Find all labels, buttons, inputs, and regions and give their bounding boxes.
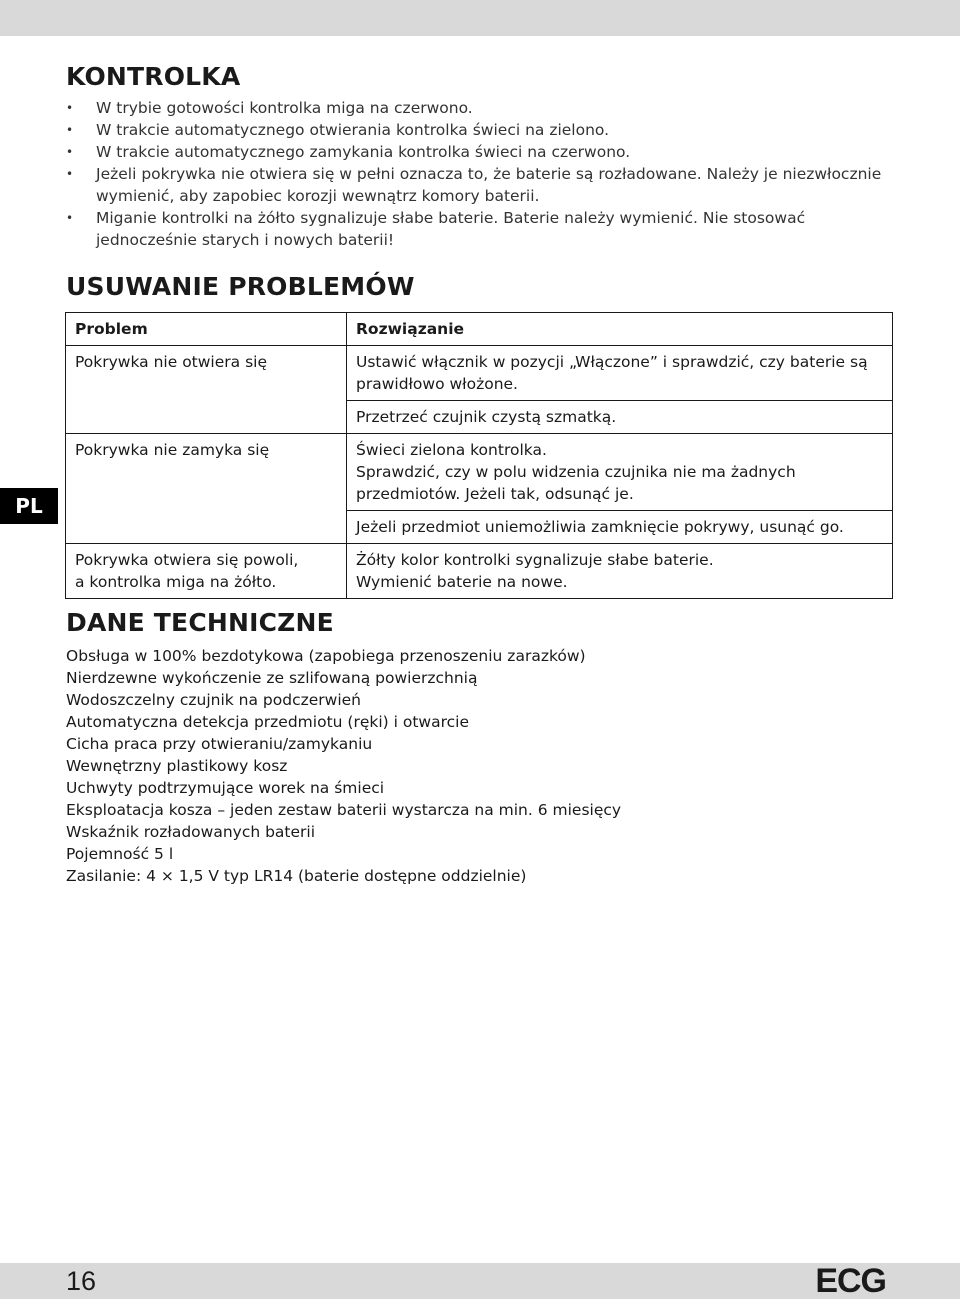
table-row bbox=[66, 434, 893, 511]
solution-cell: Przetrzeć czujnik czystą szmatką. bbox=[347, 401, 893, 434]
solution-line: Wymienić baterie na nowe. bbox=[356, 573, 568, 591]
solution-cell bbox=[347, 434, 893, 511]
language-tab: PL bbox=[0, 488, 58, 524]
column-header-problem: Problem bbox=[66, 313, 347, 346]
kontrolka-list bbox=[66, 97, 906, 251]
problem-cell bbox=[66, 544, 347, 599]
spec-item: Wewnętrzny plastikowy kosz bbox=[66, 757, 288, 775]
brand-logo: ECG bbox=[815, 1262, 886, 1300]
problem-cell: Pokrywka nie otwiera się bbox=[66, 346, 347, 434]
problem-cell: Pokrywka nie zamyka się bbox=[66, 434, 347, 544]
problem-line: Pokrywka otwiera się powoli, bbox=[75, 551, 299, 569]
solution-cell: Ustawić włącznik w pozycji „Włączone” i sprawdzić, czy baterie są prawidłowo włożone. bbox=[347, 346, 893, 401]
solution-cell: Jeżeli przedmiot uniemożliwia zamknięcie pokrywy, usunąć go. bbox=[347, 511, 893, 544]
spec-item: Wodoszczelny czujnik na podczerwień bbox=[66, 691, 361, 709]
kontrolka-item: • Jeżeli pokrywka nie otwiera się w pełni oznacza to, że baterie są rozładowane. Należy je niezwłocznie wymienić, aby zapobiec korozji wewnątrz komory baterii. bbox=[66, 163, 906, 207]
solution-line: Sprawdzić, czy w polu widzenia czujnika nie ma żadnych przedmiotów. Jeżeli tak, odsunąć je. bbox=[356, 463, 796, 503]
spec-item: Eksploatacja kosza – jeden zestaw baterii wystarcza na min. 6 miesięcy bbox=[66, 801, 622, 819]
solution-line: Świeci zielona kontrolka. bbox=[356, 441, 547, 459]
spec-item: Automatyczna detekcja przedmiotu (ręki) i otwarcie bbox=[66, 713, 469, 731]
kontrolka-item: • W trybie gotowości kontrolka miga na czerwono. bbox=[66, 97, 906, 119]
section-title-kontrolka: KONTROLKA bbox=[66, 62, 241, 91]
solution-line: Żółty kolor kontrolki sygnalizuje słabe baterie. bbox=[356, 551, 714, 569]
table-header-row bbox=[66, 313, 893, 346]
page-number: 16 bbox=[66, 1266, 97, 1296]
table-row bbox=[66, 544, 893, 599]
spec-item: Zasilanie: 4 × 1,5 V typ LR14 (baterie dostępne oddzielnie) bbox=[66, 867, 527, 885]
spec-item: Nierdzewne wykończenie ze szlifowaną powierzchnią bbox=[66, 669, 478, 687]
spec-item: Uchwyty podtrzymujące worek na śmieci bbox=[66, 779, 385, 797]
column-header-solution: Rozwiązanie bbox=[347, 313, 893, 346]
header-band bbox=[0, 0, 960, 36]
solution-cell bbox=[347, 544, 893, 599]
section-title-dane: DANE TECHNICZNE bbox=[66, 608, 334, 637]
kontrolka-item: • W trakcie automatycznego zamykania kontrolka świeci na czerwono. bbox=[66, 141, 906, 163]
specs-list bbox=[66, 645, 621, 887]
spec-item: Wskaźnik rozładowanych baterii bbox=[66, 823, 316, 841]
table-row bbox=[66, 346, 893, 401]
problem-line: a kontrolka miga na żółto. bbox=[75, 573, 277, 591]
spec-item: Obsługa w 100% bezdotykowa (zapobiega przenoszeniu zarazków) bbox=[66, 647, 586, 665]
kontrolka-item: • W trakcie automatycznego otwierania kontrolka świeci na zielono. bbox=[66, 119, 906, 141]
spec-item: Pojemność 5 l bbox=[66, 845, 174, 863]
spec-item: Cicha praca przy otwieraniu/zamykaniu bbox=[66, 735, 373, 753]
troubleshooting-table bbox=[65, 312, 893, 599]
kontrolka-item: • Miganie kontrolki na żółto sygnalizuje słabe baterie. Baterie należy wymienić. Nie stosować jednocześnie starych i nowych baterii! bbox=[66, 207, 906, 251]
section-title-usuwanie: USUWANIE PROBLEMÓW bbox=[66, 272, 415, 301]
